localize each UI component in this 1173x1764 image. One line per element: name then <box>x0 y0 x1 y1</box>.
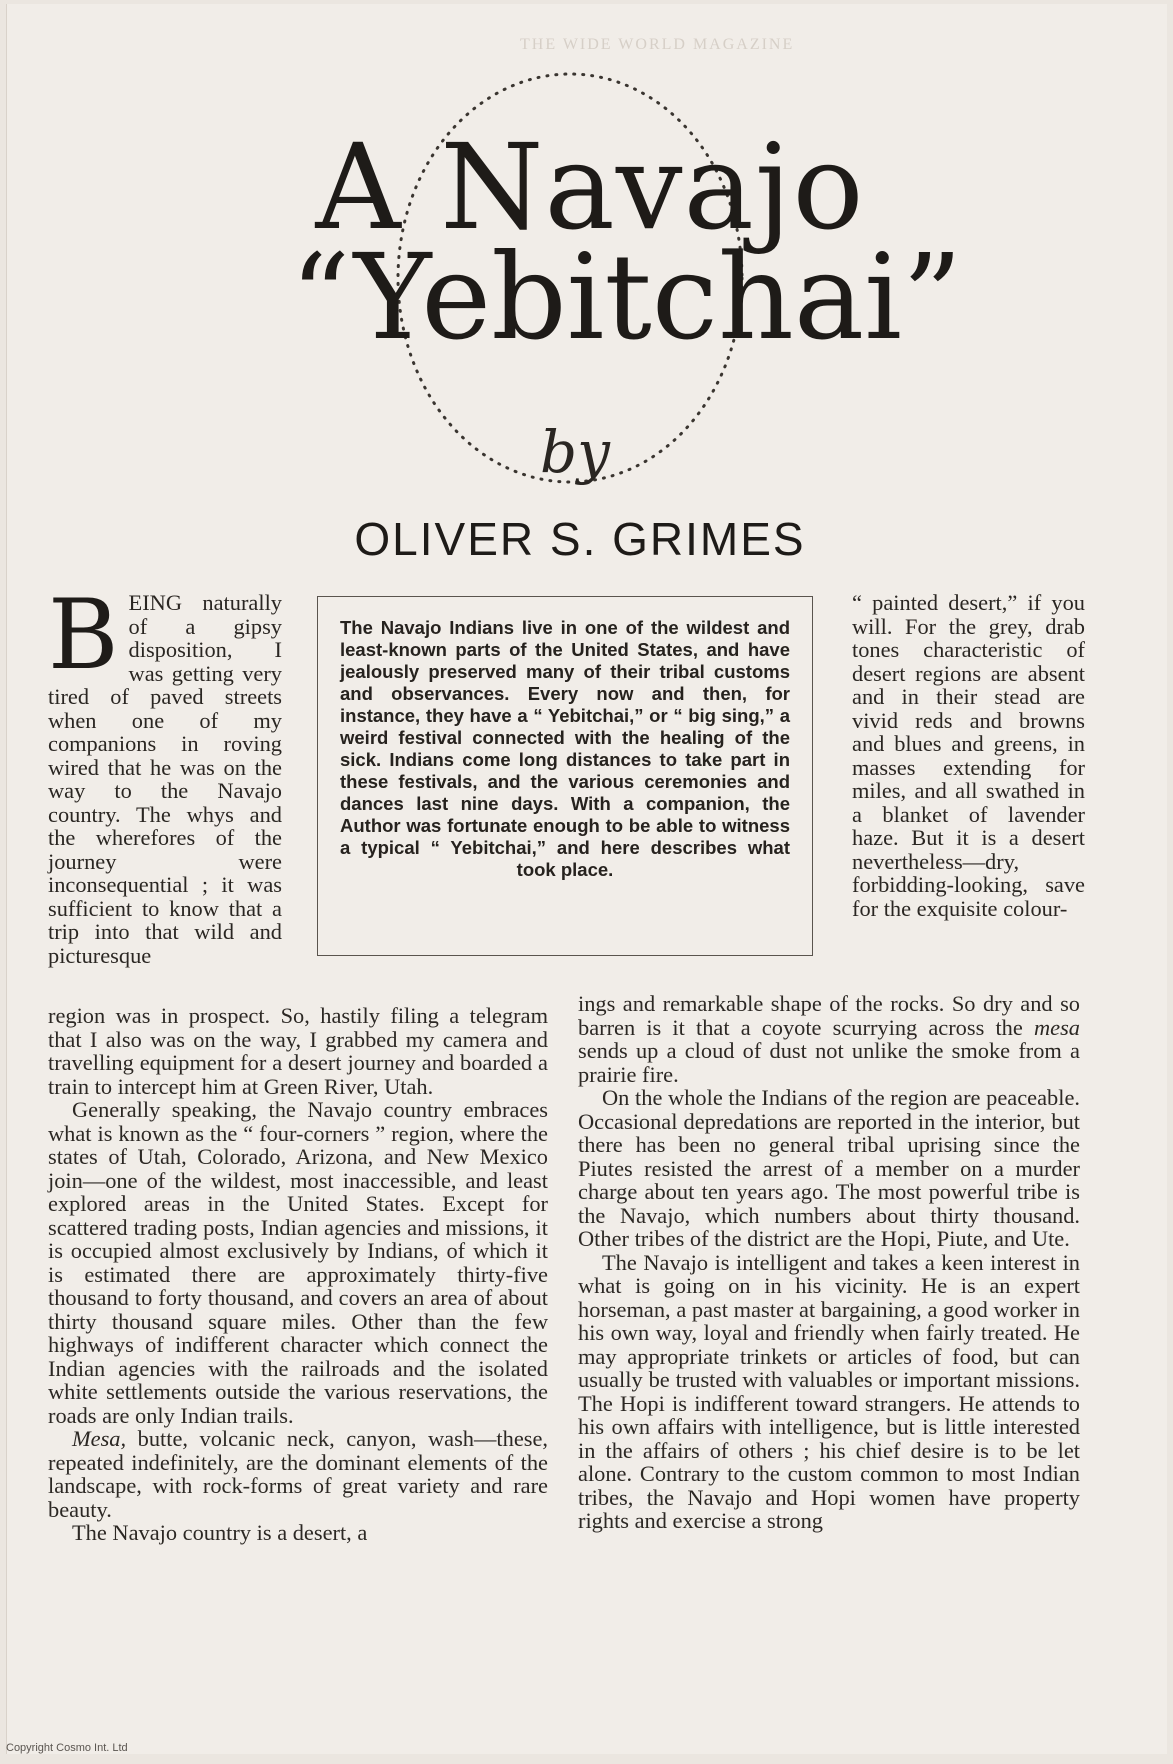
italic-word: mesa <box>1033 1014 1080 1040</box>
paragraph: The Navajo country is a desert, a <box>72 1520 368 1545</box>
opening-text: EING naturally of a gipsy disposition, I was getting very tired of paved streets when one of my companions in roving wired that he was on the way to the Navajo country. The whys and the wherefores of the journey were inconsequential ; it was sufficient to know that a trip into that wild and picturesque <box>48 590 282 968</box>
paragraph: Mesa, butte, volcanic neck, canyon, wash—these, repeated indefinitely, are the dominant elements of the landscape, with rock-forms of great variety and rare beauty. <box>48 1426 548 1522</box>
byline-by: by <box>540 418 610 486</box>
title-line-2: “Yebitchai” <box>290 228 963 366</box>
author-name: OLIVER S. GRIMES <box>354 513 806 565</box>
paragraph: Generally speaking, the Navajo country embraces what is known as the “ four-corners ” region, where the states of Utah, Colorado, Arizona, and New Mexico join—one of the wildest, most inaccessible, and least explored areas in the United States. Except for scattered trading posts, Indian agencies and missions, it is occupied almost exclusively by Indians, of which it is estimated there are approximately thirty-five thousand to forty thousand, and covers an area of about thirty thousand square miles. Other than the few highways of indifferent character which connect the Indian agencies with the railroads and the isolated white settlements outside the various reservations, the roads are only Indian trails. <box>48 1097 548 1428</box>
intro-box <box>317 596 813 956</box>
title-line-1: A Navajo <box>315 118 865 256</box>
right-column <box>578 992 1080 1533</box>
intro-text: The Navajo Indians live in one of the wildest and least-known parts of the United States, and have jealously preserved many of their tribal customs and observances. Every now and then, for instance, they have a “ Yebitchai,” or “ big sing,” a weird festival connected with the healing of the sick. Indians come long distances to take part in these festivals, and the various ceremonies and dances last nine days. With a companion, the Author was fortunate enough to be able to witness a typical “ Yebitchai,” and here describes what took place. <box>340 617 790 880</box>
right-narrow-column: “ painted desert,” if you will. For the grey, drab tones characteristic of desert regions are absent and in their stead are vivid reds and browns and blues and greens, in masses extending for miles, and all swathed in a blanket of lavender haze. But it is a desert nevertheless—dry, forbidding-looking, save for the exquisite colour- <box>852 590 1085 921</box>
paragraph: On the whole the Indians of the region are peaceable. Occasional depredations are reported in the interior, but there has been no general tribal uprising since the Piutes resisted the arrest of a member on a murder charge about ten years ago. The most powerful tribe is the Navajo, which numbers about thirty thousand. Other tribes of the district are the Hopi, Piute, and Ute. <box>578 1085 1080 1251</box>
opening-paragraph-narrow <box>48 579 282 968</box>
paragraph: The Navajo is intelligent and takes a keen interest in what is going on in his vicinity. He is an expert horseman, a past master at bargaining, a good worker in his own way, loyal and friendly when fairly treated. He may appropriate trinkets or articles of food, but can usually be trusted with valuables or important missions. The Hopi is indifferent toward strangers. He attends to his own affairs with intelligence, but is little interested in the affairs of others ; his chief desire is to be let alone. Contrary to the custom common to most Indian tribes, the Navajo and Hopi women have property rights and exercise a strong <box>578 1249 1080 1533</box>
show-through-header: THE WIDE WORLD MAGAZINE <box>520 36 795 53</box>
left-column <box>48 1004 548 1545</box>
drop-cap: B <box>48 579 119 691</box>
paragraph: ings and remarkable shape of the rocks. So dry and so barren is it that a coyote scurrying across the mesa sends up a cloud of dust not unlike the smoke from a prairie fire. <box>578 991 1080 1087</box>
copyright-notice: Copyright Cosmo Int. Ltd <box>6 1742 128 1754</box>
italic-word: Mesa, <box>72 1426 127 1451</box>
paragraph: region was in prospect. So, hastily filing a telegram that I also was on the way, I grabbed my camera and travelling equipment for a desert journey and boarded a train to intercept him at Green River, Utah. <box>48 1003 548 1099</box>
